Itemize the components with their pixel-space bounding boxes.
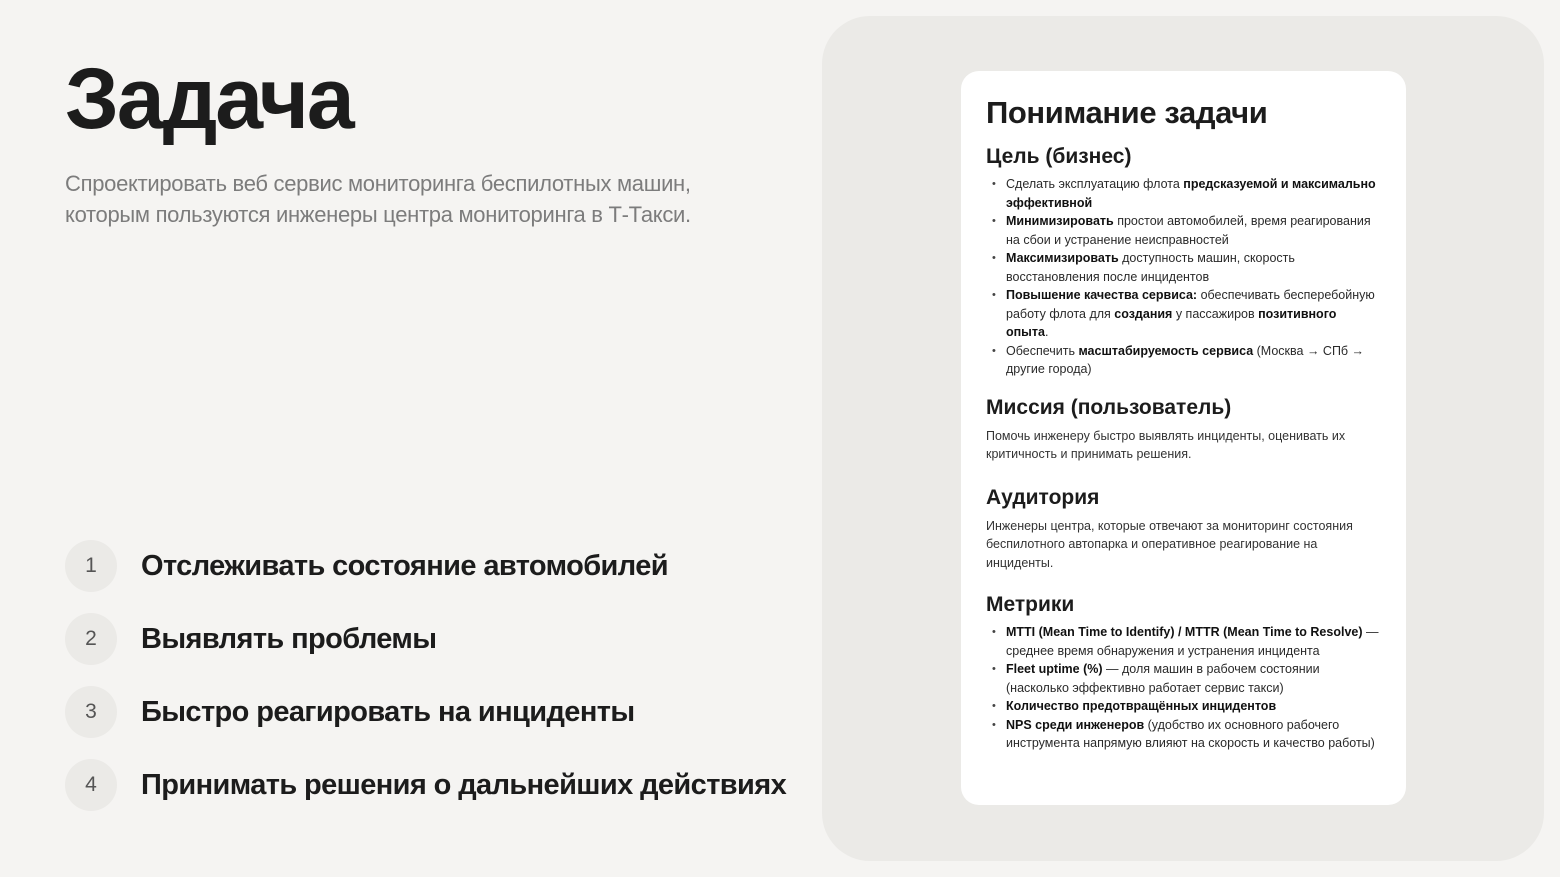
goal-item: • Максимизировать доступность машин, скорость восстановления после инцидентов — [986, 249, 1381, 286]
step-text: Принимать решения о дальнейших действиях — [141, 768, 787, 801]
audience-heading: Аудитория — [986, 485, 1100, 509]
card-title: Понимание задачи — [986, 95, 1268, 130]
step-item — [65, 759, 805, 811]
metric-item: • NPS среди инженеров (удобство их основного рабочего инструмента напрямую влияют на скорость и качество работы) — [986, 716, 1381, 753]
step-text: Быстро реагировать на инциденты — [141, 695, 635, 728]
task-understanding-card — [961, 71, 1406, 805]
audience-text: Инженеры центра, которые отвечают за мониторинг состояния беспилотного автопарка и оперативное реагирование на инциденты. — [986, 518, 1353, 570]
step-text: Отслеживать состояние автомобилей — [141, 549, 668, 582]
metric-item: • MTTI (Mean Time to Identify) / MTTR (Mean Time to Resolve) — среднее время обнаружения и устранения инцидента — [986, 623, 1381, 660]
metrics-list — [986, 623, 1381, 753]
left-column — [65, 0, 805, 877]
step-item — [65, 540, 805, 592]
step-number-badge: 4 — [65, 759, 117, 811]
step-number-badge: 1 — [65, 540, 117, 592]
metric-item: • Количество предотвращённых инцидентов — [986, 697, 1381, 716]
step-number-badge: 2 — [65, 613, 117, 665]
goal-list — [986, 175, 1381, 379]
step-text: Выявлять проблемы — [141, 622, 437, 655]
step-item — [65, 686, 805, 738]
goal-item: • Сделать эксплуатацию флота предсказуемой и максимально эффективной — [986, 175, 1381, 212]
mission-heading: Миссия (пользователь) — [986, 395, 1232, 419]
page-subtitle: Спроектировать веб сервис мониторинга беспилотных машин, которым пользуются инженеры центра мониторинга в Т-Такси. — [65, 171, 691, 227]
page-title: Задача — [65, 51, 353, 147]
goal-item: • Обеспечить масштабируемость сервиса (Москва → СПб → другие города) — [986, 342, 1381, 379]
metric-item: • Fleet uptime (%) — доля машин в рабочем состоянии (насколько эффективно работает сервис такси) — [986, 660, 1381, 697]
goal-heading: Цель (бизнес) — [986, 145, 1132, 168]
metrics-heading: Метрики — [986, 593, 1075, 616]
mission-text: Помочь инженеру быстро выявлять инциденты, оценивать их критичность и принимать решения. — [986, 428, 1346, 461]
goal-item: • Повышение качества сервиса: обеспечивать бесперебойную работу флота для создания у пассажиров позитивного опыта. — [986, 286, 1381, 342]
steps-list — [65, 540, 805, 832]
step-number-badge: 3 — [65, 686, 117, 738]
goal-item: • Минимизировать простои автомобилей, время реагирования на сбои и устранение неисправностей — [986, 212, 1381, 249]
step-item — [65, 613, 805, 665]
